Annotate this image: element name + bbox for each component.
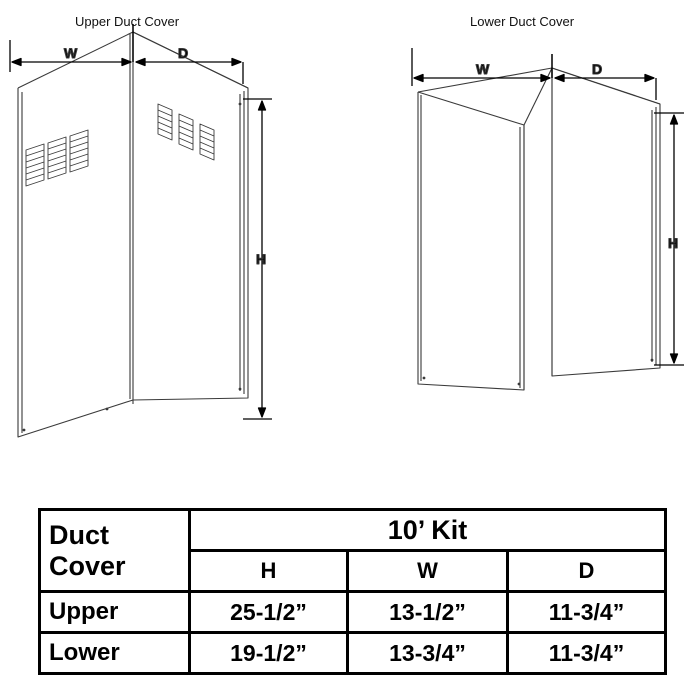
row-label-upper: Upper	[40, 592, 190, 633]
lower-duct-cover-title: Lower Duct Cover	[470, 14, 575, 29]
table-header-h: H	[190, 551, 348, 592]
upper-dim-h-label: H	[256, 251, 267, 267]
duct-cover-spec-table	[38, 508, 667, 675]
corner-label-line2: Cover	[49, 550, 126, 581]
upper-dim-d-label: D	[178, 45, 189, 61]
lower-d-value: 11-3/4”	[508, 633, 666, 674]
table-corner-label	[40, 510, 190, 592]
upper-w-value: 13-1/2”	[348, 592, 508, 633]
table-header-w: W	[348, 551, 508, 592]
table-row	[40, 592, 666, 633]
upper-dim-w-label: W	[64, 45, 78, 61]
table-header-d: D	[508, 551, 666, 592]
row-label-lower: Lower	[40, 633, 190, 674]
upper-duct-cover-title: Upper Duct Cover	[75, 14, 180, 29]
corner-label-line1: Duct	[49, 519, 109, 550]
upper-duct-cover-drawing	[10, 24, 272, 437]
upper-h-value: 25-1/2”	[190, 592, 348, 633]
lower-dim-w-label: W	[476, 61, 490, 77]
table-row-kit-header	[40, 510, 666, 551]
lower-dim-h-label: H	[668, 235, 679, 251]
lower-dim-d-label: D	[592, 61, 603, 77]
table-kit-label: 10’ Kit	[190, 510, 666, 551]
lower-duct-cover-drawing	[412, 48, 684, 390]
lower-w-value: 13-3/4”	[348, 633, 508, 674]
lower-h-value: 19-1/2”	[190, 633, 348, 674]
upper-d-value: 11-3/4”	[508, 592, 666, 633]
table-row	[40, 633, 666, 674]
